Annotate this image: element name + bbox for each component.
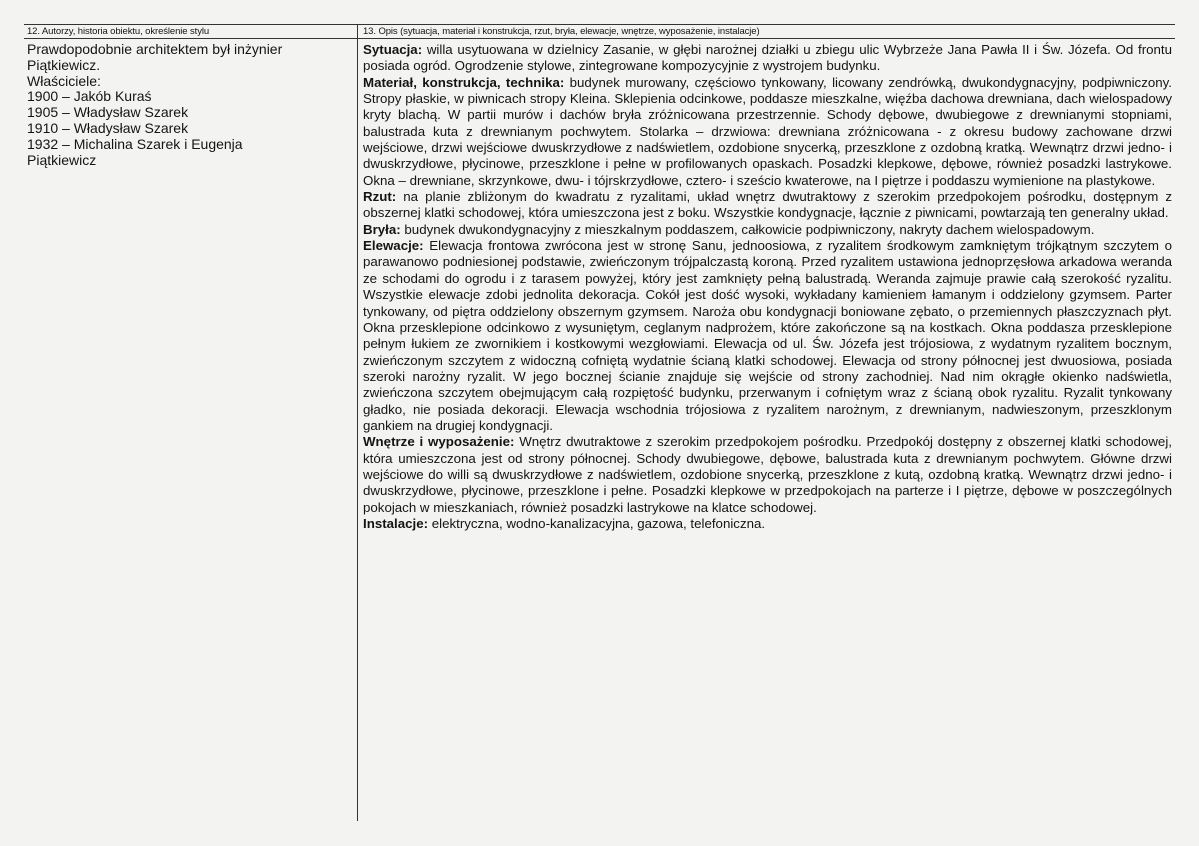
left-line: Piątkiewicz [27,151,97,168]
section-label: Instalacje: [363,515,429,531]
section-elewacje [363,238,1172,434]
section-label: Sytuacja: [363,42,423,57]
form-page [24,24,1175,821]
left-line: Właściciele: [27,72,101,89]
section-material [363,75,1172,189]
section-text: budynek dwukondygnacyjny z mieszkalnym poddaszem, całkowicie podpiwniczony, nakryty dachem wielospadowym. [400,221,1095,237]
section-instalacje [363,516,1172,532]
section-label: Elewacje: [363,238,424,254]
left-line: Prawdopodobnie architektem był inżynier [27,41,283,57]
section-text: Elewacja frontowa zwrócona jest w stronę Sanu, jednoosiowa, z ryzalitem środkowym zamkniętym trójkątnym szczytem o parawanowo podniesionej podstawie, zwieńczonym trójpalczastą koroną. Przed ryzalitem ustawiona jednoprzęsłowa arkadowa weranda ze schodami do ogrodu i z tarasem powyżej, który jest zamknięty pełną balustradą. Weranda zajmuje prawie całą szerokość ryzalitu. Wszystkie elewacje zdobi jednolita dekoracja. Cokół jest dość wysoki, wykładany kamieniem łamanym i oddzielony gzymsem. Parter tynkowany, od piętra oddzielony obszernym gzymsem. Naroża obu kondygnacji boniowane zębato, o przemiennych płaszczyznach płyt. Okna przesklepione odcinkowo z wysuniętym, ceglanym nadprożem, które zakończone są na kostkach. Okna poddasza przesklepione pełnym łukiem ze zwornikiem i kostkowymi wezgłowiami. Elewacja od ul. Św. Józefa jest trójosiowa, z wydatnym ryzalitem bocznym, zwieńczonym szczytem z widoczną cofniętą wydatnie ścianą klatki schodowej. Elewacja od strony północnej jest dwuosiowa, posiada szeroki narożny ryzalit. W jego bocznej ścianie znajduje się wejście od strony zachodniej. Nad nim okrągłe okienko nadświetla, zwieńczona szczytem obejmującym całą rozpiętość budynku, przerwanym i cofniętym wraz z ścianą obok ryzalitu. Ryzalit tynkowany gładko, nie posiada dekoracji. Elewacja wschodnia trójosiowa z ryzalitem narożnym, z drewnianym, nadwieszonym, przeszklonym gankiem na drugiej kondygnacji. [363,238,1172,433]
section-label: Rzut: [363,189,397,205]
section-wnetrze [363,434,1172,516]
section-label: Bryła: [363,221,401,237]
section-bryla [363,222,1172,238]
left-column-header: 12. Autorzy, historia obiektu, określenie stylu [27,26,210,37]
authors-history-section [27,42,349,168]
column-divider [357,25,358,821]
section-label: Materiał, konstrukcja, technika: [363,74,565,90]
section-label: Wnętrze i wyposażenie: [363,434,515,450]
left-line: 1932 – Michalina Szarek i Eugenja [27,135,243,152]
section-text: budynek murowany, częściowo tynkowany, licowany zendrówką, dwukondygnacyjny, podpiwniczony. Stropy płaskie, w piwnicach stropy Kleina. Sklepienia odcinkowe, poddasze mieszkalne, więźba dachowa drewniana, dach wielospadowy kryty blachą. W partii murów i dachów bryła zróżnicowana przestrzennie. Schody dębowe, dwubiegowe z drewnianymi stopniami, balustrada kuta z drewnianym pochwytem. Stolarka – drzwiowa: drewniana zróżnicowana - z okresu budowy zachowane drzwi wejściowe, drzwi wejściowe dwuskrzydłowe z nadświetlem, ozdobione snycerką, przeszklone z ozdobną kratką. Wewnątrz drzwi jedno- i dwuskrzydłowe, płycinowe, przeszklone i pełne w profilowanych opaskach. Posadzki klepkowe, dębowe, również posadzki lastrykowe. Okna – drewniane, skrzynkowe, dwu- i tójrskrzydłowe, cztero- i sześcio kwaterowe, na I piętrze i poddaszu wymienione na plastykowe. [363,74,1173,188]
left-line: 1900 – Jakób Kuraś [27,88,152,105]
section-text: na planie zbliżonym do kwadratu z ryzalitami, układ wnętrz dwutraktowy z szerokim przedpokojem pośrodku, dostępnym z obszernej klatki schodowej, która umieszczona jest z boku. Wszystkie kondygnacje, łącznie z piwnicami, powtarzają ten generalny układ. [363,189,1172,221]
description-section [363,42,1172,532]
left-line: 1905 – Władysław Szarek [27,104,189,121]
section-rzut [363,189,1172,222]
header-separator [24,38,1175,39]
left-line: Piątkiewicz. [27,56,101,73]
section-text: Wnętrz dwutraktowe z szerokim przedpokojem pośrodku. Przedpokój dostępny z obszernej klatki schodowej, która umieszczona jest od strony północnej. Schody dwubiegowe, dębowe, balustrada kuta z drewnianym pochwytem. Główne drzwi wejściowe do willi są dwuskrzydłowe z nadświetlem, ozdobione snycerką, przeszklone z kutą, ozdobną kratką. Wewnątrz drzwi jedno- i dwuskrzydłowe, płycinowe, przeszklone i pełne. Posadzki klepkowe w przedpokojach na parterze i I piętrze, dębowe w poszczególnych pokojach w mieszkaniach, również posadzki lastrykowe na klatce schodowej. [363,434,1172,515]
section-text: willa usytuowana w dzielnicy Zasanie, w głębi narożnej działki u zbiegu ulic Wybrzeże Jana Pawła II i Św. Józefa. Od frontu posiada ogród. Ogrodzenie stylowe, zintegrowane kompozycyjnie z wystrojem budynku. [363,42,1172,74]
right-column-header: 13. Opis (sytuacja, materiał i konstrukcja, rzut, bryła, elewacje, wnętrze, wyposażenie, instalacje) [363,26,760,37]
left-line: 1910 – Władysław Szarek [27,119,189,136]
section-text: elektryczna, wodno-kanalizacyjna, gazowa, telefoniczna. [428,515,766,531]
section-sytuacja [363,42,1172,75]
